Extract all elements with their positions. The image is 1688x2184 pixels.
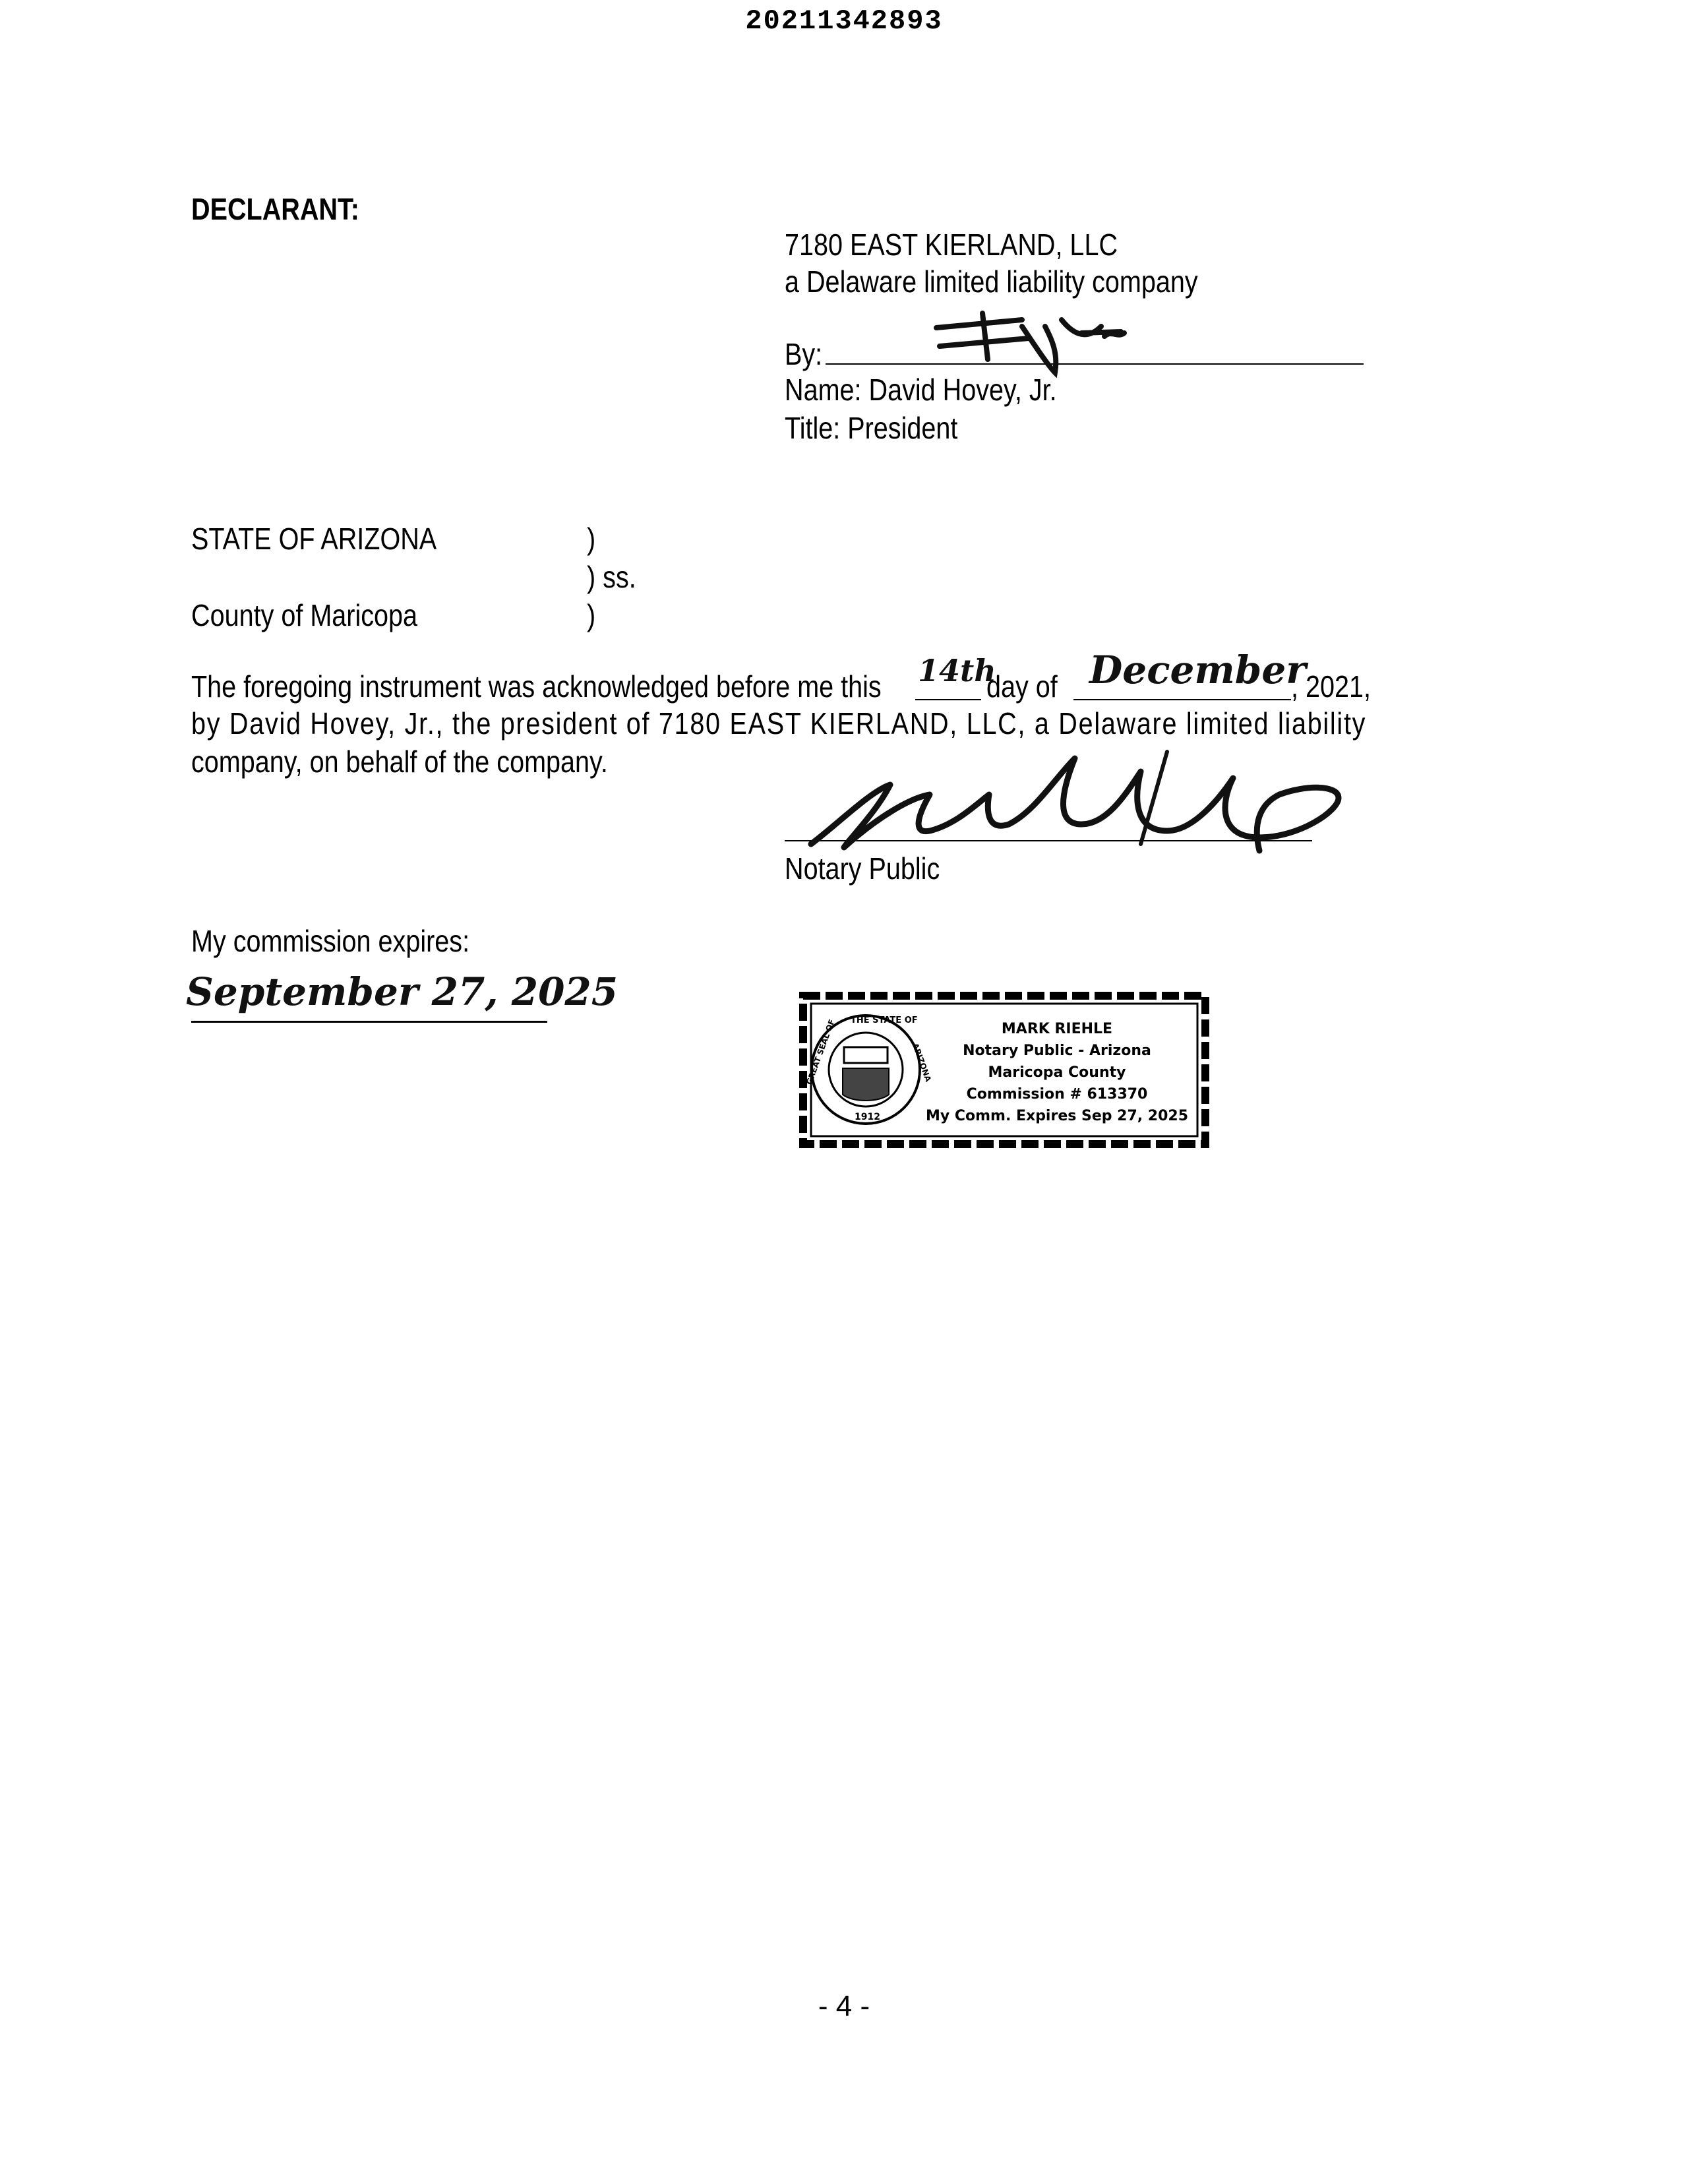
commission-date-handwritten: September 27, 2025 <box>186 969 618 1014</box>
ack-line3: company, on behalf of the company. <box>191 744 608 779</box>
signer-title: Title: President <box>785 411 958 445</box>
seal-notary-title: Notary Public - Arizona <box>963 1043 1151 1059</box>
page-number-text: - 4 - <box>818 1990 870 2022</box>
seal-expiration: My Comm. Expires Sep 27, 2025 <box>925 1108 1189 1124</box>
declarant-signature <box>923 300 1134 379</box>
seal-county: Maricopa County <box>988 1064 1126 1081</box>
company-type: a Delaware limited liability company <box>785 264 1198 299</box>
day-handwritten: 14th <box>918 653 996 688</box>
seal-notary-name: MARK RIEHLE <box>1001 1021 1113 1037</box>
document-number: 20211342893 <box>745 5 943 37</box>
venue-paren-bottom: ) <box>587 598 596 632</box>
seal-text-block <box>922 1018 1192 1127</box>
seal-ring-right: ARIZONA <box>910 1042 933 1083</box>
seal-commission-number: Commission # 613370 <box>966 1086 1148 1103</box>
ack-line1-part1: The foregoing instrument was acknowledged before me this <box>191 669 882 704</box>
venue-county: County of Maricopa <box>191 598 418 632</box>
page-number <box>0 1990 1688 2023</box>
seal-ring-top: THE STATE OF <box>851 1016 918 1025</box>
venue-paren-top: ) <box>587 522 596 556</box>
month-blank-line <box>1073 699 1291 700</box>
venue-state: STATE OF ARIZONA <box>191 522 437 556</box>
by-label: By: <box>785 337 823 371</box>
ack-line1-part3: , 2021, <box>1291 669 1371 704</box>
ack-line1-part2: day of <box>986 669 1058 704</box>
day-blank-line <box>915 699 981 700</box>
notary-seal-stamp <box>797 989 1212 1151</box>
ack-line2: by David Hovey, Jr., the president of 7180 EAST KIERLAND, LLC, a Delaware limited liability <box>191 706 1367 741</box>
commission-date-line <box>191 1021 547 1023</box>
signer-name: Name: David Hovey, Jr. <box>785 373 1057 407</box>
company-name: 7180 EAST KIERLAND, LLC <box>785 228 1118 262</box>
seal-year: 1912 <box>855 1112 880 1122</box>
month-handwritten: December <box>1089 648 1306 692</box>
seal-ring-left: GREAT SEAL OF <box>804 1017 837 1086</box>
notary-signature <box>798 732 1358 864</box>
venue-ss: ) ss. <box>587 560 636 594</box>
commission-label: My commission expires: <box>191 924 470 958</box>
notary-public-label: Notary Public <box>785 851 940 886</box>
declarant-heading: DECLARANT: <box>191 192 359 226</box>
